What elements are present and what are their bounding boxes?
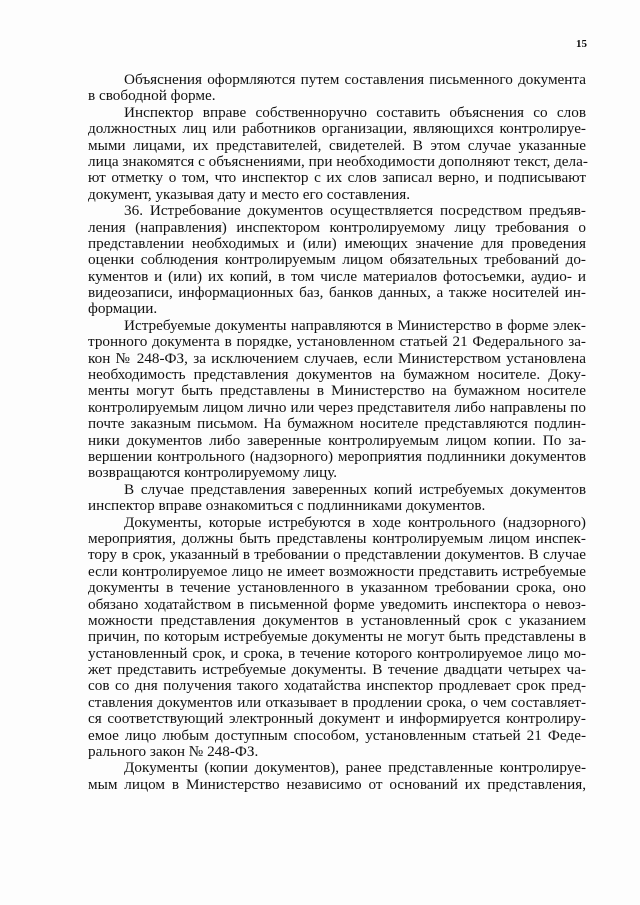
text-line: в свободной форме.	[88, 87, 216, 105]
text-line: В случае представления заверенных копий истребуемых документов	[124, 480, 586, 498]
text-line: мыми лицами, их представителей, свидетелей. В этом случае указанные	[88, 136, 586, 154]
text-line: формации.	[88, 300, 158, 318]
text-line: вершении контрольного (надзорного) мероприятия подлинники документов	[88, 447, 586, 465]
text-line: можности представления документов в установленный срок с указанием	[88, 611, 586, 629]
paragraph	[88, 760, 586, 793]
paragraph	[88, 482, 586, 515]
text-line: причин, по которым истребуемые документы не могут быть представлены в	[88, 628, 586, 646]
paragraph	[88, 105, 586, 203]
paragraph	[88, 318, 586, 482]
text-line: ся соответствующий электронный документ и информируется контролиру-	[88, 710, 586, 728]
text-line: мероприятия, должны быть представлены контролируемым лицом инспек-	[88, 529, 586, 547]
text-line: 36. Истребование документов осуществляется посредством предъяв-	[124, 202, 586, 220]
text-line: Документы, которые истребуются в ходе контрольного (надзорного)	[124, 513, 586, 531]
text-line: емое лицо любым доступным способом, установленным статьей 21 Феде-	[88, 726, 586, 744]
paragraph	[88, 203, 586, 318]
text-line: Объяснения оформляются путем составления письменного документа	[124, 71, 586, 88]
text-line: представлении необходимых и (или) имеющих значение для проведения	[88, 234, 586, 252]
text-line: обязано ходатайством в письменной форме уведомить инспектора о невоз-	[88, 595, 586, 613]
paragraph	[88, 72, 586, 105]
document-text	[88, 72, 586, 793]
text-line: мым лицом в Министерство независимо от оснований их представления,	[88, 775, 586, 793]
text-line: должностных лиц или работников организации, являющихся контролируе-	[88, 120, 586, 138]
text-line: кументов и (или) их копий, в том числе материалов фотосъемки, аудио- и	[88, 267, 586, 285]
text-line: установленный срок, и срока, в течение которого контролируемое лицо мо-	[88, 644, 586, 662]
text-line: инспектор вправе ознакомиться с подлинниками документов.	[88, 497, 486, 515]
text-line: видеозаписи, информационных баз, банков данных, а также носителей ин-	[88, 284, 586, 302]
text-line: Документы (копии документов), ранее представленные контролируе-	[124, 759, 586, 777]
text-line: необходимость представления документов на бумажном носителе. Доку-	[88, 366, 586, 384]
text-line: документ, указывая дату и место его составления.	[88, 185, 411, 203]
text-line: Истребуемые документы направляются в Министерство в форме элек-	[124, 316, 586, 334]
text-line: документы в течение установленного в указанном требовании срока, оно	[88, 579, 586, 597]
text-line: тору в срок, указанный в требовании о представлении документов. В случае	[88, 546, 586, 564]
text-line: ставления документов или отказывает в продлении срока, о чем составляет-	[88, 693, 586, 711]
text-line: менты могут быть представлены в Министерство на бумажном носителе	[88, 382, 586, 400]
text-line: кон № 248-ФЗ, за исключением случаев, если Министерством установлена	[88, 349, 586, 367]
text-line: контролируемым лицом лично или через представителя либо направлены по	[88, 398, 586, 416]
text-line: оценки соблюдения контролируемым лицом обязательных требований до-	[88, 251, 586, 269]
text-line: если контролируемое лицо не имеет возможности представить истребуемые	[88, 562, 586, 580]
text-line: ют отметку о том, что инспектор с их слов записал верно, и подписывают	[88, 169, 586, 187]
text-line: возвращаются контролируемому лицу.	[88, 464, 338, 482]
page-number: 15	[576, 38, 587, 50]
text-line: рального закон № 248-ФЗ.	[88, 743, 259, 761]
text-line: жет представить истребуемые документы. В течение двадцати четырех ча-	[88, 661, 586, 679]
text-line: тронного документа в порядке, установленном статьей 21 Федерального за-	[88, 333, 586, 351]
text-line: ники документов либо заверенные контролируемым лицом копии. По за-	[88, 431, 586, 449]
text-line: лица знакомятся с объяснениями, при необходимости дополняют текст, дела-	[88, 152, 588, 170]
text-line: ления (направления) инспектором контролируемому лицу требования о	[88, 218, 586, 236]
text-line: Инспектор вправе собственноручно составить объяснения со слов	[124, 103, 586, 121]
text-line: почте заказным письмом. На бумажном носителе представляются подлин-	[88, 415, 586, 433]
paragraph	[88, 515, 586, 761]
text-line: сов со дня получения такого ходатайства инспектор продлевает срок пред-	[88, 677, 586, 695]
